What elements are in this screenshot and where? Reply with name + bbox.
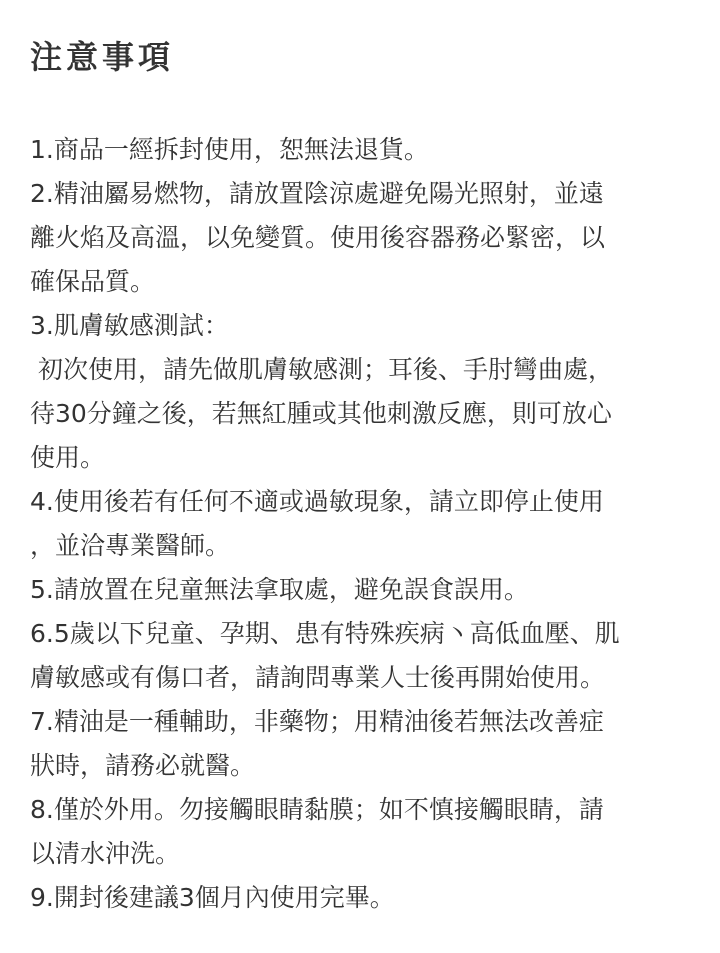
notice-item-5	[30, 568, 692, 612]
notice-item-6	[30, 612, 692, 700]
notice-line: 待30分鐘之後，若無紅腫或其他刺激反應，則可放心	[30, 399, 612, 428]
notice-line: 膚敏感或有傷口者，請詢問專業人士後再開始使用。	[30, 663, 606, 692]
notice-line: 初次使用，請先做肌膚敏感測；耳後、手肘彎曲處，	[30, 355, 613, 384]
notice-line: 8.僅於外用。勿接觸眼睛黏膜；如不慎接觸眼睛，請	[30, 795, 604, 824]
notice-item-8	[30, 788, 692, 876]
notice-line: 7.精油是一種輔助，非藥物；用精油後若無法改善症	[30, 707, 604, 736]
notice-line: 4.使用後若有任何不適或過敏現象，請立即停止使用	[30, 487, 604, 516]
notice-line: 以清水沖洗。	[30, 839, 181, 868]
notice-line: 確保品質。	[30, 267, 156, 296]
notice-line: 使用。	[30, 443, 106, 472]
notice-line: 1.商品一經拆封使用，恕無法退貨。	[30, 135, 429, 164]
notice-line: ，並洽專業醫師。	[30, 531, 231, 560]
notice-line: 9.開封後建議3個月內使用完畢。	[30, 883, 395, 912]
notice-item-1	[30, 128, 692, 172]
notice-item-4	[30, 480, 692, 568]
notice-line: 狀時，請務必就醫。	[30, 751, 256, 780]
notice-list	[30, 128, 692, 920]
notice-line: 3.肌膚敏感測試：	[30, 311, 229, 340]
notice-item-3	[30, 304, 692, 480]
notice-item-2	[30, 172, 692, 304]
notice-line: 2.精油屬易燃物，請放置陰涼處避免陽光照射，並遠	[30, 179, 604, 208]
notice-line: 6.5歲以下兒童、孕期、患有特殊疾病丶高低血壓、肌	[30, 619, 620, 648]
page-title: 注意事項	[30, 38, 175, 76]
notice-line: 離火焰及高溫，以免變質。使用後容器務必緊密，以	[30, 223, 606, 252]
notice-item-9	[30, 876, 692, 920]
notice-item-7	[30, 700, 692, 788]
notice-line: 5.請放置在兒童無法拿取處，避免誤食誤用。	[30, 575, 529, 604]
